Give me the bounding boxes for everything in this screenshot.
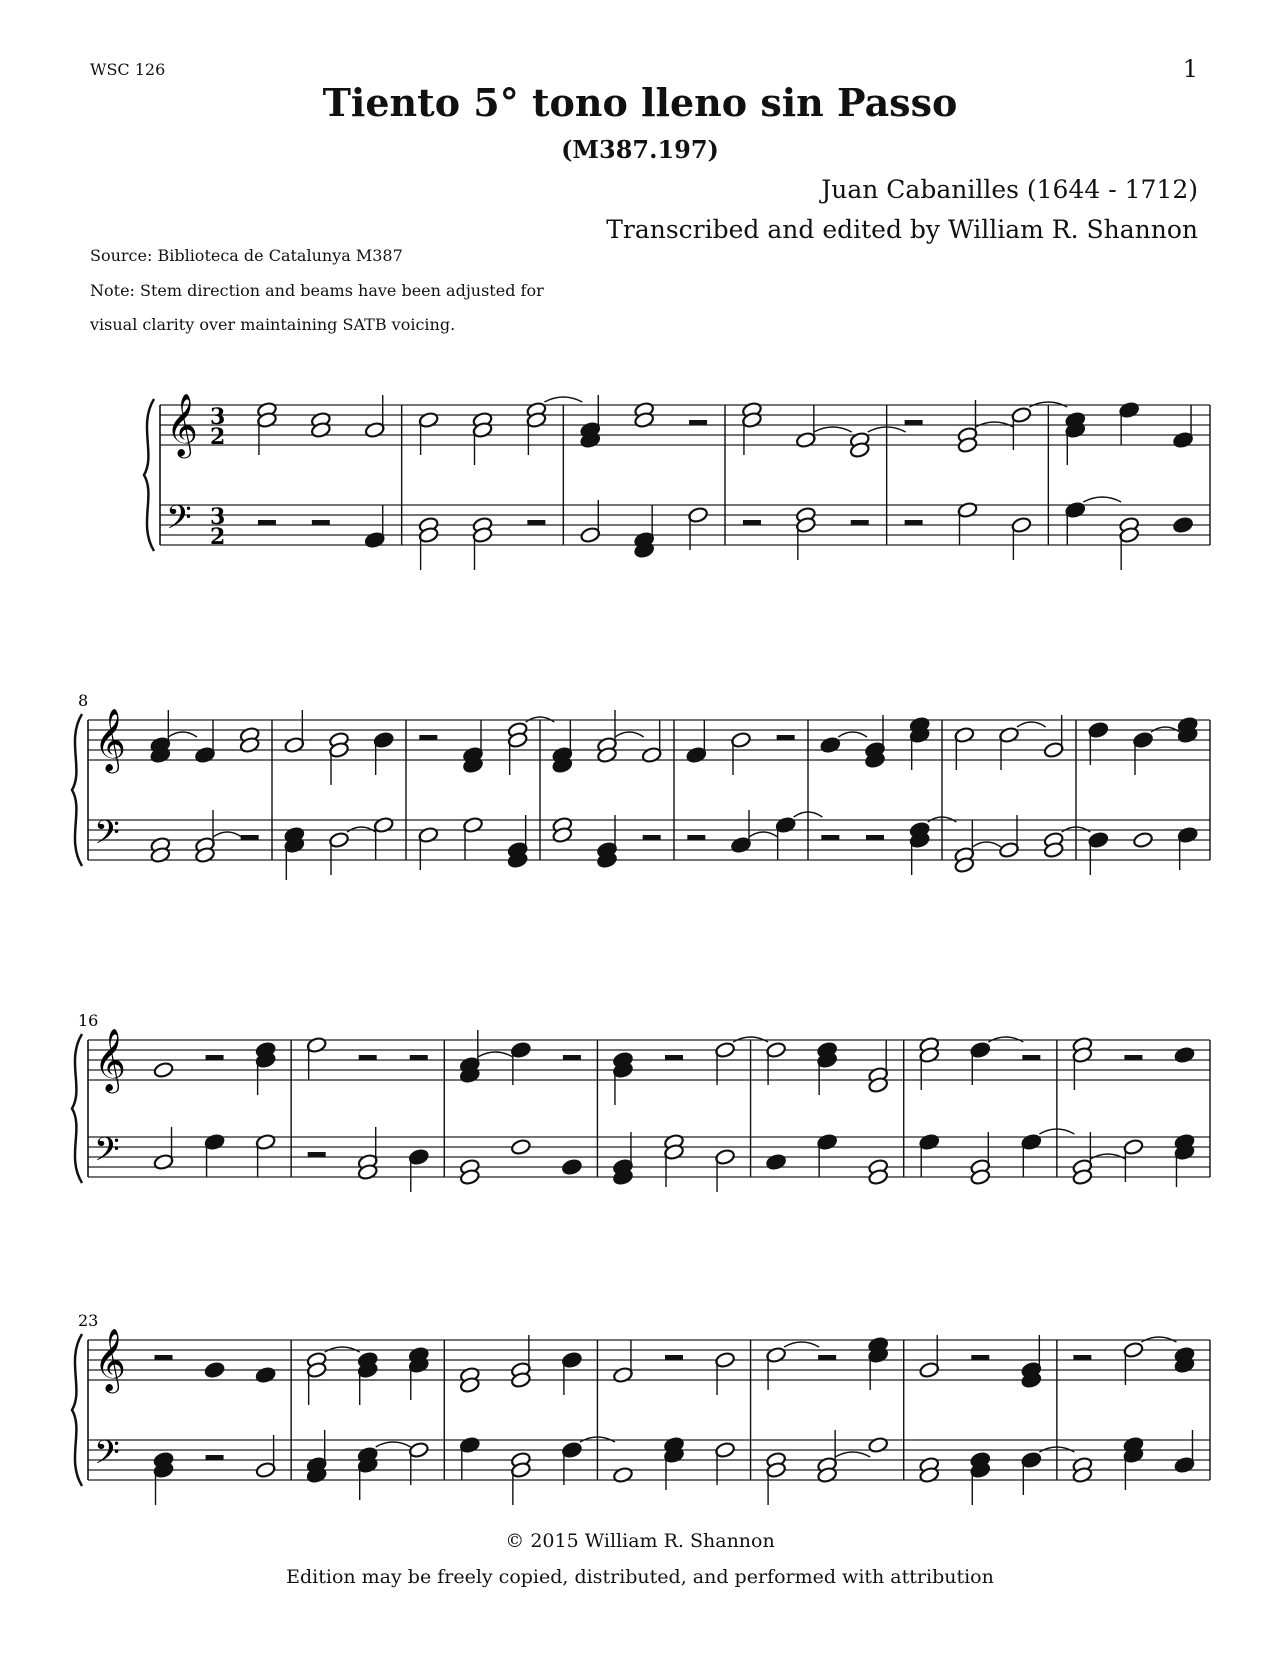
page-number: 1 — [1182, 55, 1198, 83]
rest — [866, 835, 884, 840]
notehead — [766, 1153, 787, 1170]
editor-credit: Transcribed and edited by William R. Shannon — [606, 215, 1198, 244]
bass-clef: 𝄢 — [94, 1131, 120, 1177]
tie — [544, 397, 582, 402]
tie — [1083, 497, 1121, 502]
notehead — [255, 1366, 276, 1383]
time-signature-numerator: 3 — [210, 504, 226, 530]
system-brace — [72, 714, 82, 866]
rest — [206, 1455, 224, 1460]
bass-clef: 𝄢 — [166, 499, 192, 545]
license-notice: Edition may be freely copied, distributed, and performed with attribution — [286, 1566, 994, 1588]
rest — [743, 520, 761, 525]
time-signature-numerator: 3 — [210, 404, 226, 430]
rest — [206, 1055, 224, 1060]
rest — [1124, 1055, 1142, 1060]
piece-title: Tiento 5° tono lleno sin Passo — [322, 80, 958, 125]
rest — [643, 835, 661, 840]
notehead — [1173, 516, 1194, 533]
rest — [241, 835, 259, 840]
notehead — [1174, 1046, 1195, 1063]
tie — [168, 732, 197, 737]
rest — [312, 520, 330, 525]
system-brace — [72, 1034, 82, 1183]
notehead — [204, 1361, 225, 1378]
rest — [689, 420, 707, 425]
treble-clef: 𝄞 — [94, 1028, 126, 1091]
notehead — [612, 1466, 633, 1483]
rest — [665, 1055, 683, 1060]
notehead — [510, 1138, 531, 1155]
tie — [1017, 722, 1046, 727]
notehead — [1132, 831, 1153, 848]
rest — [258, 520, 276, 525]
rest — [821, 835, 839, 840]
rest — [818, 1355, 836, 1360]
measure-number: 16 — [78, 1011, 99, 1030]
notehead — [561, 1158, 582, 1175]
tie — [478, 1052, 513, 1057]
rest — [527, 520, 545, 525]
tie — [835, 1452, 870, 1457]
copyright-notice: © 2015 William R. Shannon — [505, 1530, 775, 1552]
tie — [376, 1442, 411, 1447]
tie — [749, 832, 778, 837]
editorial-note-line-2: visual clarity over maintaining SATB voicing. — [90, 315, 456, 334]
tie — [784, 1342, 819, 1347]
notehead — [153, 1061, 174, 1078]
rest — [687, 835, 705, 840]
rest — [308, 1152, 326, 1157]
rest — [419, 735, 437, 740]
bass-clef: 𝄢 — [94, 1434, 120, 1480]
rest — [905, 420, 923, 425]
notehead — [820, 736, 841, 753]
system-brace — [144, 399, 154, 551]
time-signature-denominator: 2 — [210, 424, 226, 450]
measure-number: 8 — [78, 691, 89, 710]
rest — [155, 1355, 173, 1360]
rest — [905, 520, 923, 525]
editorial-note-line-1: Note: Stem direction and beams have been adjusted for — [90, 281, 544, 300]
tie — [615, 732, 644, 737]
tie — [814, 427, 852, 432]
composer-credit: Juan Cabanilles (1644 - 1712) — [821, 175, 1198, 204]
rest — [665, 1355, 683, 1360]
rest — [777, 735, 795, 740]
tie — [972, 842, 1001, 847]
rest — [1073, 1355, 1091, 1360]
time-signature-denominator: 2 — [210, 524, 226, 550]
notehead — [868, 1436, 889, 1453]
treble-clef: 𝄞 — [94, 1328, 126, 1391]
system-brace — [72, 1334, 82, 1486]
rest — [971, 1355, 989, 1360]
rest — [410, 1055, 428, 1060]
rest — [1022, 1055, 1040, 1060]
tie — [838, 732, 867, 737]
source-note: Source: Biblioteca de Catalunya M387 — [90, 246, 403, 265]
catalog-number: WSC 126 — [90, 60, 166, 79]
rest — [851, 520, 869, 525]
rest — [563, 1055, 581, 1060]
treble-clef: 𝄞 — [166, 393, 198, 456]
measure-number: 23 — [78, 1311, 99, 1330]
rest — [359, 1055, 377, 1060]
tie — [213, 832, 242, 837]
bass-clef: 𝄢 — [94, 814, 120, 860]
treble-clef: 𝄞 — [94, 708, 126, 771]
piece-subtitle: (M387.197) — [561, 135, 719, 164]
